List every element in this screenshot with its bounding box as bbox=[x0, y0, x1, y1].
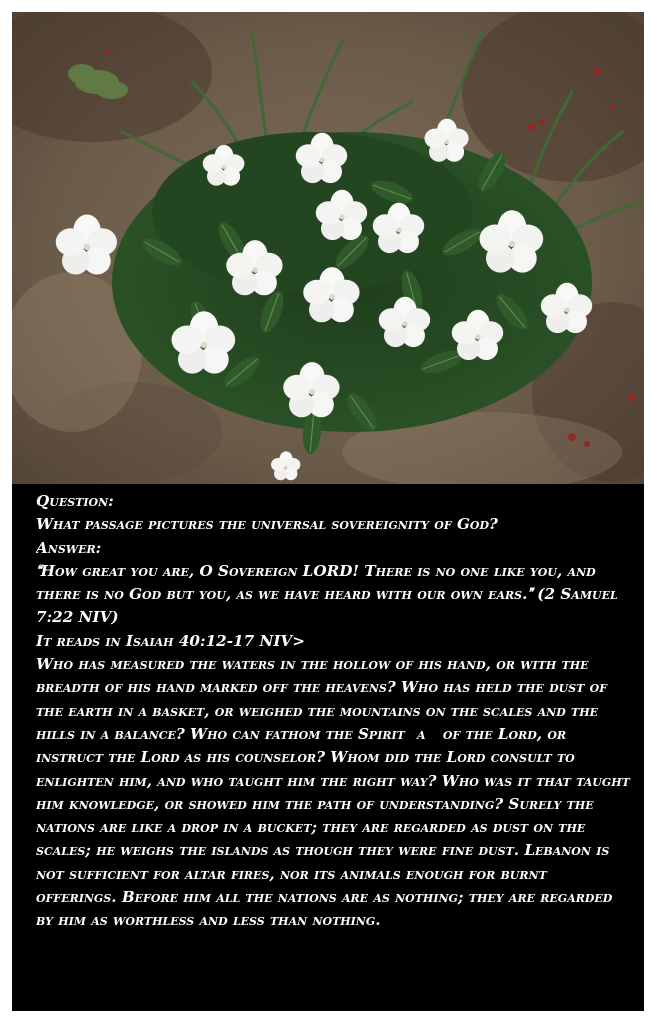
flower-photo bbox=[12, 12, 644, 484]
question-text: What passage pictures the universal sovereignity of God? bbox=[36, 515, 498, 534]
scripture-quote: How great you are, O Sovereign LORD! There is no one like you, and there is no God but you, as we have heard with our own ears. (2 Samuel 7:22 NIV) bbox=[36, 561, 618, 627]
answer-label: Answer: bbox=[36, 538, 102, 557]
question-label: Question: bbox=[36, 492, 114, 510]
reference-intro: It reads in Isaiah 40:12-17 NIV> bbox=[36, 631, 305, 650]
scripture-passage: Who has measured the waters in the hollow of his hand, or with the breadth of his hand marked off the heavens? Who has held the dust of the earth in a basket, or weighed the mountains on the scales and the hills in a balance? Who can fathom the Spirita of the Lord, or instruct the Lord as his counselor? Whom did the Lord consult to enlighten him, and who taught him the right way? Who was it that taught him knowledge, or showed him the path of understanding? Surely the nations are like a drop in a bucket; they are regarded as dust on the scales; he weighs the islands as though they were fine dust. Lebanon is not sufficient for altar fires, nor its animals enough for burnt offerings. Before him all the nations are as nothing; they are regarded by him as worthless and less than nothing. bbox=[36, 655, 630, 930]
text-panel bbox=[36, 490, 632, 1005]
